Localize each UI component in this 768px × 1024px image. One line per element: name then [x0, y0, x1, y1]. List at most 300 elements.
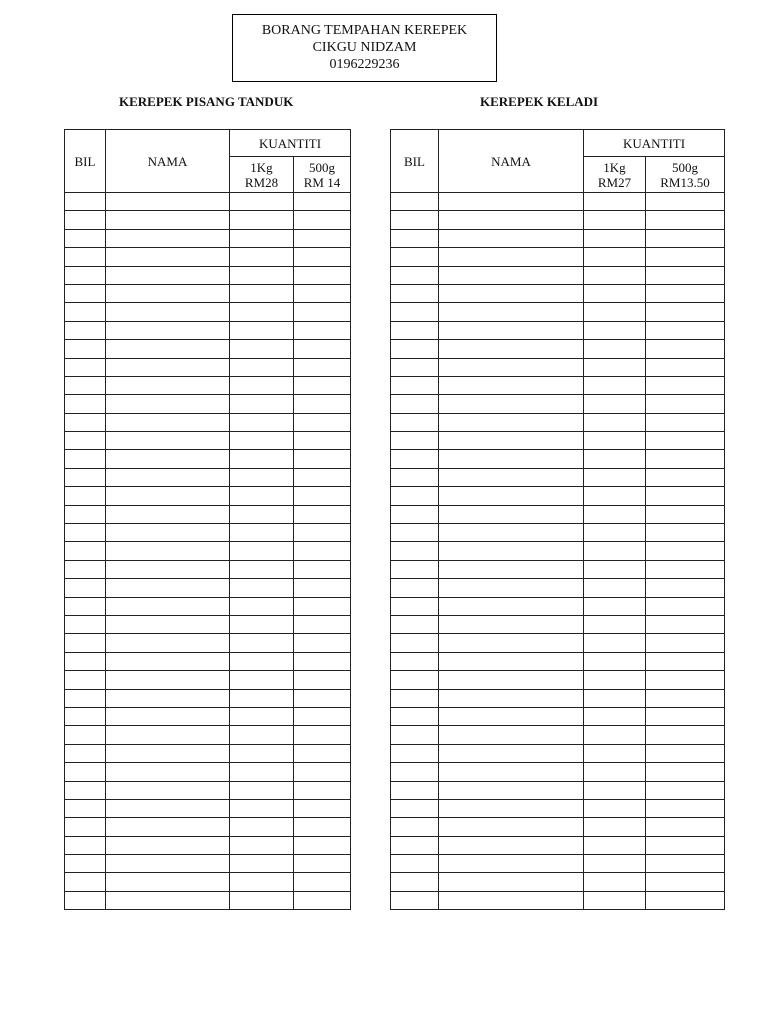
cell-1kg-qty	[230, 468, 294, 486]
cell-nama	[439, 615, 584, 633]
cell-500g-qty	[294, 468, 351, 486]
cell-nama	[106, 487, 230, 505]
table-row	[65, 468, 351, 486]
table-row	[65, 873, 351, 891]
cell-nama	[106, 873, 230, 891]
cell-500g-qty	[294, 395, 351, 413]
table-row	[65, 579, 351, 597]
cell-1kg-qty	[584, 450, 646, 468]
table-row	[65, 781, 351, 799]
table-row	[391, 321, 725, 339]
cell-500g-qty	[294, 560, 351, 578]
table-row	[65, 597, 351, 615]
cell-500g-qty	[294, 634, 351, 652]
cell-1kg-qty	[584, 579, 646, 597]
cell-1kg-qty	[584, 615, 646, 633]
cell-bil	[391, 560, 439, 578]
cell-bil	[65, 726, 106, 744]
table-row	[65, 432, 351, 450]
seller-phone: 0196229236	[329, 57, 400, 72]
cell-bil	[391, 707, 439, 725]
cell-500g-qty	[294, 340, 351, 358]
cell-500g-qty	[294, 487, 351, 505]
cell-bil	[391, 836, 439, 854]
table-row	[65, 818, 351, 836]
table-row	[391, 340, 725, 358]
cell-nama	[106, 524, 230, 542]
cell-nama	[106, 358, 230, 376]
cell-1kg-qty	[230, 726, 294, 744]
table-row	[391, 229, 725, 247]
cell-500g-qty	[646, 284, 725, 302]
cell-nama	[439, 763, 584, 781]
cell-bil	[65, 413, 106, 431]
cell-500g-qty	[294, 891, 351, 909]
cell-500g-qty	[294, 671, 351, 689]
header-option-1kg	[584, 157, 646, 193]
cell-1kg-qty	[230, 487, 294, 505]
cell-nama	[106, 321, 230, 339]
cell-1kg-qty	[584, 193, 646, 211]
cell-nama	[439, 689, 584, 707]
cell-nama	[439, 450, 584, 468]
cell-bil	[391, 652, 439, 670]
cell-500g-qty	[646, 891, 725, 909]
cell-nama	[106, 671, 230, 689]
cell-1kg-qty	[230, 266, 294, 284]
cell-nama	[106, 505, 230, 523]
cell-1kg-qty	[584, 266, 646, 284]
cell-bil	[65, 763, 106, 781]
cell-500g-qty	[294, 193, 351, 211]
header-option-1kg	[230, 157, 294, 193]
cell-bil	[65, 836, 106, 854]
table-row	[65, 615, 351, 633]
cell-1kg-qty	[230, 542, 294, 560]
cell-500g-qty	[646, 229, 725, 247]
table-row	[391, 579, 725, 597]
cell-bil	[65, 229, 106, 247]
cell-nama	[439, 376, 584, 394]
cell-nama	[106, 303, 230, 321]
cell-1kg-qty	[230, 579, 294, 597]
cell-nama	[439, 229, 584, 247]
cell-bil	[391, 211, 439, 229]
cell-bil	[391, 376, 439, 394]
table-row	[391, 689, 725, 707]
table-row	[65, 726, 351, 744]
cell-1kg-qty	[584, 726, 646, 744]
cell-bil	[391, 248, 439, 266]
table-row	[65, 340, 351, 358]
cell-1kg-qty	[584, 781, 646, 799]
cell-500g-qty	[646, 707, 725, 725]
cell-bil	[391, 579, 439, 597]
cell-nama	[106, 836, 230, 854]
cell-1kg-qty	[584, 597, 646, 615]
cell-500g-qty	[646, 505, 725, 523]
table-row	[391, 542, 725, 560]
cell-500g-qty	[294, 524, 351, 542]
cell-1kg-qty	[584, 468, 646, 486]
cell-500g-qty	[646, 634, 725, 652]
cell-bil	[391, 781, 439, 799]
cell-bil	[65, 744, 106, 762]
cell-nama	[439, 781, 584, 799]
cell-500g-qty	[646, 689, 725, 707]
cell-bil	[65, 781, 106, 799]
cell-nama	[439, 671, 584, 689]
table-row	[65, 376, 351, 394]
cell-500g-qty	[294, 229, 351, 247]
table-row	[391, 376, 725, 394]
cell-500g-qty	[294, 376, 351, 394]
cell-1kg-qty	[584, 303, 646, 321]
cell-1kg-qty	[230, 376, 294, 394]
cell-bil	[65, 376, 106, 394]
cell-1kg-qty	[584, 358, 646, 376]
table-row	[65, 891, 351, 909]
table-row	[65, 524, 351, 542]
table-row	[391, 597, 725, 615]
cell-nama	[106, 413, 230, 431]
cell-nama	[106, 855, 230, 873]
cell-nama	[439, 468, 584, 486]
cell-bil	[65, 303, 106, 321]
cell-bil	[65, 818, 106, 836]
cell-bil	[391, 542, 439, 560]
option-size: 500g	[672, 159, 698, 175]
cell-bil	[65, 505, 106, 523]
cell-1kg-qty	[584, 413, 646, 431]
cell-bil	[65, 689, 106, 707]
cell-nama	[439, 818, 584, 836]
cell-bil	[65, 707, 106, 725]
table-row	[65, 836, 351, 854]
option-price: RM13.50	[660, 174, 710, 190]
cell-500g-qty	[294, 781, 351, 799]
table-row	[65, 266, 351, 284]
cell-nama	[106, 432, 230, 450]
cell-500g-qty	[646, 873, 725, 891]
table-row	[65, 487, 351, 505]
cell-500g-qty	[646, 487, 725, 505]
cell-bil	[65, 340, 106, 358]
header-nama: NAMA	[439, 130, 584, 193]
cell-500g-qty	[646, 468, 725, 486]
table-row	[65, 671, 351, 689]
form-header	[232, 14, 497, 82]
cell-bil	[391, 818, 439, 836]
option-size: 1Kg	[250, 159, 273, 175]
cell-500g-qty	[294, 689, 351, 707]
cell-nama	[106, 376, 230, 394]
cell-nama	[439, 524, 584, 542]
table-row	[65, 652, 351, 670]
cell-500g-qty	[294, 707, 351, 725]
seller-name: CIKGU NIDZAM	[312, 40, 417, 55]
cell-nama	[106, 560, 230, 578]
cell-nama	[439, 597, 584, 615]
cell-500g-qty	[646, 652, 725, 670]
cell-bil	[391, 358, 439, 376]
table-row	[391, 487, 725, 505]
cell-bil	[391, 193, 439, 211]
cell-1kg-qty	[584, 376, 646, 394]
cell-nama	[106, 597, 230, 615]
table-row	[391, 266, 725, 284]
cell-nama	[439, 303, 584, 321]
table-row	[391, 634, 725, 652]
table-row	[65, 284, 351, 302]
table-row	[65, 634, 351, 652]
cell-1kg-qty	[584, 671, 646, 689]
cell-bil	[391, 229, 439, 247]
cell-500g-qty	[294, 818, 351, 836]
cell-bil	[65, 450, 106, 468]
header-kuantiti: KUANTITI	[584, 130, 725, 157]
cell-bil	[65, 358, 106, 376]
cell-500g-qty	[294, 615, 351, 633]
table-row	[391, 358, 725, 376]
cell-nama	[439, 744, 584, 762]
table-row	[391, 284, 725, 302]
table-row	[65, 303, 351, 321]
order-table-keladi	[390, 129, 725, 910]
cell-500g-qty	[646, 799, 725, 817]
cell-bil	[65, 284, 106, 302]
cell-bil	[65, 597, 106, 615]
cell-1kg-qty	[230, 744, 294, 762]
cell-nama	[106, 615, 230, 633]
cell-1kg-qty	[584, 744, 646, 762]
cell-1kg-qty	[584, 855, 646, 873]
option-size: 1Kg	[603, 159, 626, 175]
cell-500g-qty	[646, 266, 725, 284]
cell-500g-qty	[294, 873, 351, 891]
cell-1kg-qty	[230, 560, 294, 578]
header-nama: NAMA	[106, 130, 230, 193]
cell-bil	[391, 413, 439, 431]
table-row	[391, 505, 725, 523]
cell-bil	[391, 744, 439, 762]
table-row	[391, 726, 725, 744]
cell-nama	[439, 487, 584, 505]
cell-1kg-qty	[584, 505, 646, 523]
cell-500g-qty	[646, 560, 725, 578]
cell-bil	[65, 468, 106, 486]
cell-500g-qty	[646, 726, 725, 744]
cell-nama	[106, 248, 230, 266]
cell-1kg-qty	[584, 689, 646, 707]
table-row	[65, 211, 351, 229]
cell-bil	[391, 615, 439, 633]
cell-bil	[391, 487, 439, 505]
cell-1kg-qty	[584, 634, 646, 652]
cell-500g-qty	[646, 763, 725, 781]
cell-1kg-qty	[584, 707, 646, 725]
cell-500g-qty	[294, 744, 351, 762]
cell-bil	[65, 211, 106, 229]
cell-bil	[391, 432, 439, 450]
cell-1kg-qty	[584, 248, 646, 266]
cell-nama	[439, 340, 584, 358]
cell-500g-qty	[294, 358, 351, 376]
table-row	[391, 615, 725, 633]
cell-500g-qty	[294, 579, 351, 597]
cell-bil	[65, 615, 106, 633]
cell-bil	[65, 395, 106, 413]
cell-bil	[65, 193, 106, 211]
table-row	[391, 781, 725, 799]
cell-500g-qty	[646, 542, 725, 560]
cell-1kg-qty	[230, 891, 294, 909]
cell-nama	[439, 836, 584, 854]
cell-nama	[439, 652, 584, 670]
cell-bil	[65, 579, 106, 597]
cell-bil	[65, 671, 106, 689]
cell-1kg-qty	[230, 597, 294, 615]
cell-nama	[439, 799, 584, 817]
table-row	[391, 671, 725, 689]
table-row	[391, 818, 725, 836]
cell-bil	[391, 726, 439, 744]
cell-1kg-qty	[584, 487, 646, 505]
cell-500g-qty	[294, 211, 351, 229]
cell-nama	[106, 689, 230, 707]
cell-nama	[106, 579, 230, 597]
cell-1kg-qty	[230, 836, 294, 854]
cell-nama	[439, 634, 584, 652]
option-price: RM 14	[303, 174, 341, 190]
table-row	[65, 707, 351, 725]
cell-bil	[391, 284, 439, 302]
cell-nama	[439, 726, 584, 744]
cell-500g-qty	[294, 597, 351, 615]
cell-500g-qty	[646, 413, 725, 431]
cell-nama	[439, 284, 584, 302]
cell-500g-qty	[294, 303, 351, 321]
cell-bil	[391, 634, 439, 652]
cell-500g-qty	[294, 284, 351, 302]
cell-1kg-qty	[230, 873, 294, 891]
table-row	[65, 193, 351, 211]
cell-nama	[439, 193, 584, 211]
cell-1kg-qty	[584, 395, 646, 413]
cell-bil	[391, 855, 439, 873]
table-row	[65, 413, 351, 431]
cell-1kg-qty	[230, 689, 294, 707]
cell-1kg-qty	[584, 432, 646, 450]
cell-1kg-qty	[230, 321, 294, 339]
cell-1kg-qty	[584, 524, 646, 542]
table-row	[391, 413, 725, 431]
cell-nama	[106, 468, 230, 486]
section-title-keladi: KEREPEK KELADI	[480, 94, 599, 109]
cell-nama	[106, 744, 230, 762]
cell-1kg-qty	[584, 229, 646, 247]
option-price: RM28	[244, 174, 279, 190]
cell-500g-qty	[646, 193, 725, 211]
table-row	[391, 560, 725, 578]
cell-1kg-qty	[230, 211, 294, 229]
table-row	[391, 303, 725, 321]
cell-bil	[391, 266, 439, 284]
cell-500g-qty	[646, 248, 725, 266]
cell-bil	[65, 799, 106, 817]
cell-nama	[439, 413, 584, 431]
table-row	[391, 211, 725, 229]
table-row	[391, 855, 725, 873]
cell-1kg-qty	[230, 524, 294, 542]
cell-1kg-qty	[230, 432, 294, 450]
cell-bil	[65, 652, 106, 670]
cell-500g-qty	[646, 671, 725, 689]
cell-bil	[391, 763, 439, 781]
table-row	[391, 395, 725, 413]
table-row	[65, 505, 351, 523]
cell-1kg-qty	[230, 652, 294, 670]
cell-1kg-qty	[584, 321, 646, 339]
cell-nama	[106, 266, 230, 284]
table-row	[65, 542, 351, 560]
cell-nama	[439, 505, 584, 523]
cell-nama	[439, 432, 584, 450]
cell-nama	[106, 726, 230, 744]
table-row	[391, 891, 725, 909]
cell-500g-qty	[646, 744, 725, 762]
cell-bil	[65, 873, 106, 891]
cell-1kg-qty	[584, 873, 646, 891]
cell-bil	[65, 855, 106, 873]
cell-nama	[106, 652, 230, 670]
table-row	[65, 560, 351, 578]
cell-bil	[65, 321, 106, 339]
cell-nama	[439, 211, 584, 229]
cell-1kg-qty	[230, 303, 294, 321]
cell-1kg-qty	[230, 671, 294, 689]
cell-1kg-qty	[230, 450, 294, 468]
cell-500g-qty	[646, 432, 725, 450]
cell-500g-qty	[646, 615, 725, 633]
option-size: 500g	[309, 159, 335, 175]
cell-500g-qty	[294, 836, 351, 854]
table-row	[391, 652, 725, 670]
cell-1kg-qty	[230, 763, 294, 781]
section-title-pisang-tanduk: KEREPEK PISANG TANDUK	[119, 94, 294, 109]
cell-nama	[106, 781, 230, 799]
cell-nama	[106, 395, 230, 413]
table-row	[65, 229, 351, 247]
cell-1kg-qty	[584, 818, 646, 836]
order-table-pisang-tanduk	[64, 129, 351, 910]
cell-bil	[65, 634, 106, 652]
cell-500g-qty	[646, 303, 725, 321]
cell-bil	[65, 266, 106, 284]
cell-bil	[391, 505, 439, 523]
cell-1kg-qty	[584, 652, 646, 670]
table-row	[391, 524, 725, 542]
cell-1kg-qty	[230, 340, 294, 358]
cell-nama	[106, 193, 230, 211]
cell-500g-qty	[294, 652, 351, 670]
cell-nama	[439, 266, 584, 284]
table-row	[391, 193, 725, 211]
cell-500g-qty	[646, 358, 725, 376]
cell-500g-qty	[646, 781, 725, 799]
cell-500g-qty	[294, 763, 351, 781]
table-row	[65, 689, 351, 707]
